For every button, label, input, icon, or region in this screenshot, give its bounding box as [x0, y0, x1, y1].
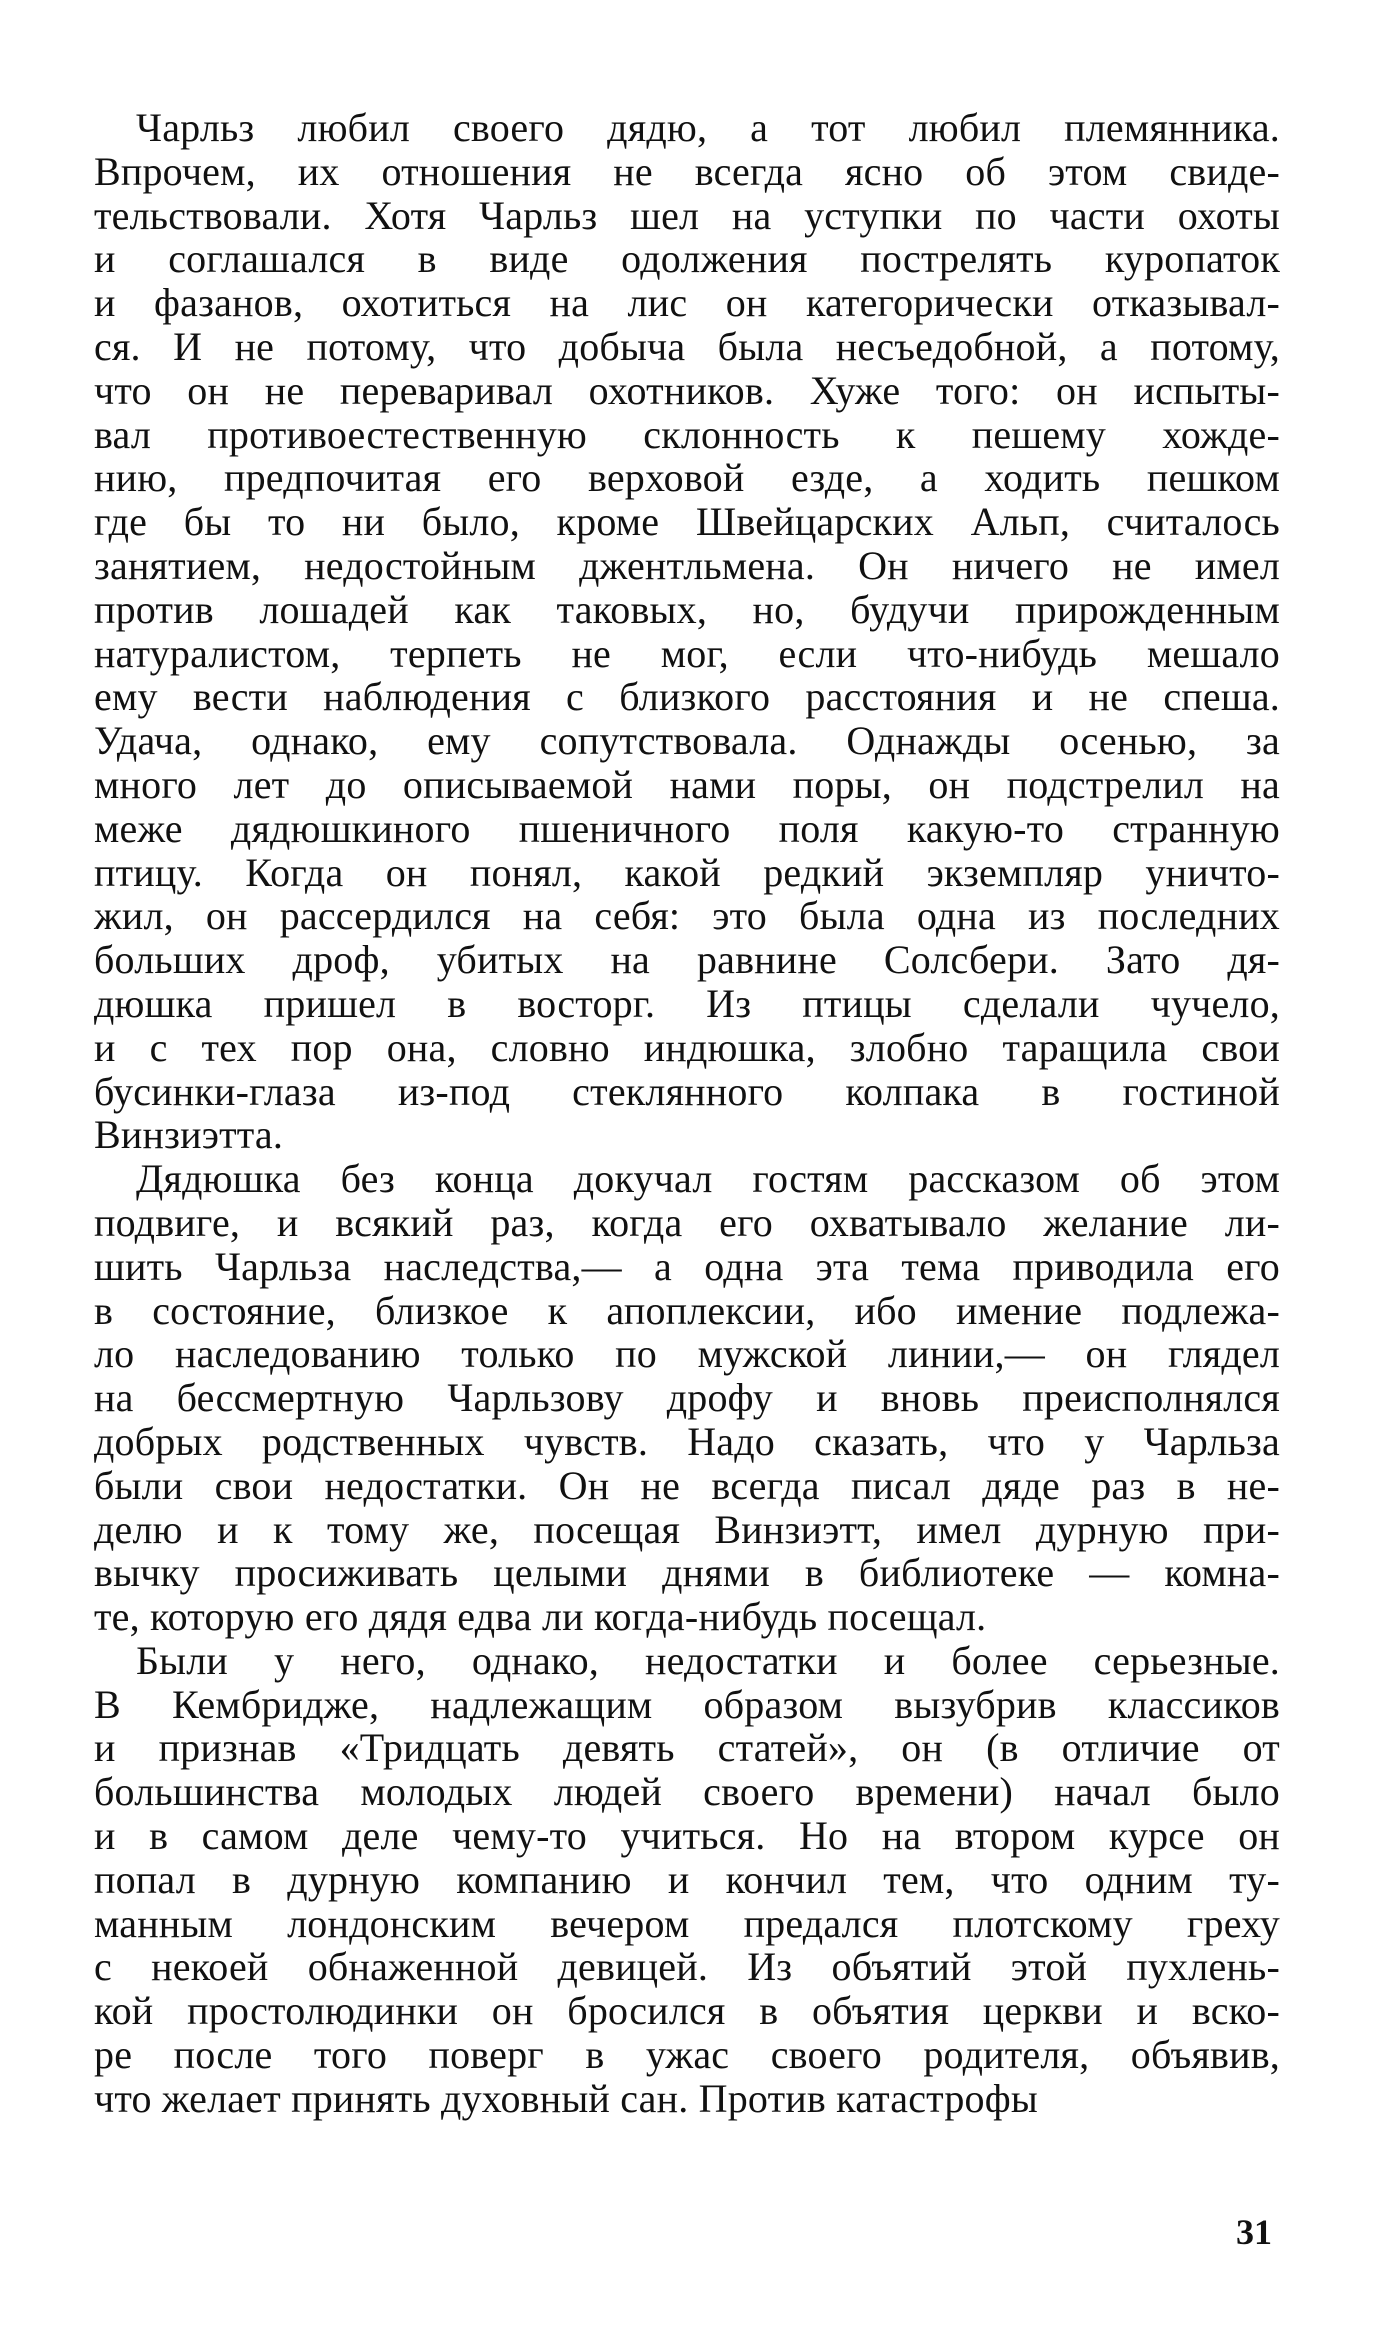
- text-line: шить Чарльза наследства,— а одна эта тема приводила его: [94, 1243, 1280, 1289]
- text-line: кой простолюдинки он бросился в объятия церкви и вско-: [94, 1988, 1280, 2034]
- text-line: натуралистом, терпеть не мог, если что-нибудь мешало: [94, 630, 1280, 676]
- text-line: и фазанов, охотиться на лис он категорически отказывал-: [94, 280, 1280, 326]
- text-line: вычку просиживать целыми днями в библиотеке — комна-: [94, 1550, 1280, 1596]
- text-line: жил, он рассердился на себя: это была одна из последних: [94, 893, 1280, 939]
- page-number: 31: [1236, 2212, 1272, 2252]
- text-line: нию, предпочитая его верховой езде, а ходить пешком: [94, 455, 1280, 501]
- text-line: что желает принять духовный сан. Против катастрофы: [94, 2075, 1038, 2121]
- text-line: вал противоестественную склонность к пешему хожде-: [94, 411, 1280, 457]
- text-line: в состояние, близкое к апоплексии, ибо имение подлежа-: [94, 1287, 1280, 1333]
- text-line: больших дроф, убитых на равнине Солсбери. Зато дя-: [94, 937, 1280, 983]
- text-line: Впрочем, их отношения не всегда ясно об этом свиде-: [94, 148, 1280, 194]
- text-line: против лошадей как таковых, но, будучи прирожденным: [94, 586, 1280, 632]
- text-line: на бессмертную Чарльзову дрофу и вновь преисполнялся: [94, 1375, 1280, 1421]
- text-line: бусинки-глаза из-под стеклянного колпака в гостиной: [94, 1068, 1280, 1114]
- text-line: Были у него, однако, недостатки и более серьезные.: [136, 1637, 1280, 1683]
- paragraph: [94, 1639, 1280, 2121]
- text-line: Удача, однако, ему сопутствовала. Однажды осенью, за: [94, 718, 1280, 764]
- text-line: ся. И не потому, что добыча была несъедобной, а потому,: [94, 323, 1280, 369]
- text-line: птицу. Когда он понял, какой редкий экземпляр уничто-: [94, 849, 1280, 895]
- text-line: ему вести наблюдения с близкого расстояния и не спеша.: [94, 674, 1280, 720]
- text-line: Винзиэтта.: [94, 1112, 284, 1158]
- text-line: и соглашался в виде одолжения пострелять куропаток: [94, 236, 1280, 282]
- text-line: дюшка пришел в восторг. Из птицы сделали чучело,: [94, 980, 1280, 1026]
- text-line: и признав «Тридцать девять статей», он (в отличие от: [94, 1725, 1280, 1771]
- text-line: что он не переваривал охотников. Хуже того: он испыты-: [94, 367, 1280, 413]
- text-line: добрых родственных чувств. Надо сказать, что у Чарльза: [94, 1418, 1280, 1464]
- text-line: подвиге, и всякий раз, когда его охватывало желание ли-: [94, 1199, 1280, 1245]
- text-line: ре после того поверг в ужас своего родителя, объявив,: [94, 2032, 1280, 2078]
- text-line: Чарльз любил своего дядю, а тот любил племянника.: [136, 105, 1280, 150]
- body-text: [94, 106, 1280, 2121]
- paragraph: [94, 106, 1280, 1157]
- text-line: большинства молодых людей своего времени) начал было: [94, 1769, 1280, 1815]
- text-line: манным лондонским вечером предался плотскому греху: [94, 1900, 1280, 1946]
- text-line: те, которую его дядя едва ли когда-нибудь посещал.: [94, 1594, 987, 1640]
- paragraph: [94, 1157, 1280, 1639]
- text-line: В Кембридже, надлежащим образом вызубрив классиков: [94, 1681, 1280, 1727]
- text-line: занятием, недостойным джентльмена. Он ничего не имел: [94, 542, 1280, 588]
- text-line: много лет до описываемой нами поры, он подстрелил на: [94, 761, 1280, 807]
- text-line: тельствовали. Хотя Чарльз шел на уступки по части охоты: [94, 192, 1280, 238]
- text-line: попал в дурную компанию и кончил тем, что одним ту-: [94, 1856, 1280, 1902]
- text-line: и в самом деле чему-то учиться. Но на втором курсе он: [94, 1813, 1280, 1859]
- text-line: где бы то ни было, кроме Швейцарских Альп, считалось: [94, 499, 1280, 545]
- text-line: Дядюшка без конца докучал гостям рассказом об этом: [136, 1156, 1280, 1202]
- text-line: и с тех пор она, словно индюшка, злобно таращила свои: [94, 1024, 1280, 1070]
- text-line: с некоей обнаженной девицей. Из объятий этой пухлень-: [94, 1944, 1280, 1990]
- text-line: ло наследованию только по мужской линии,— он глядел: [94, 1331, 1280, 1377]
- text-line: делю и к тому же, посещая Винзиэтт, имел дурную при-: [94, 1506, 1280, 1552]
- text-line: были свои недостатки. Он не всегда писал дяде раз в не-: [94, 1462, 1280, 1508]
- text-line: меже дядюшкиного пшеничного поля какую-то странную: [94, 805, 1280, 851]
